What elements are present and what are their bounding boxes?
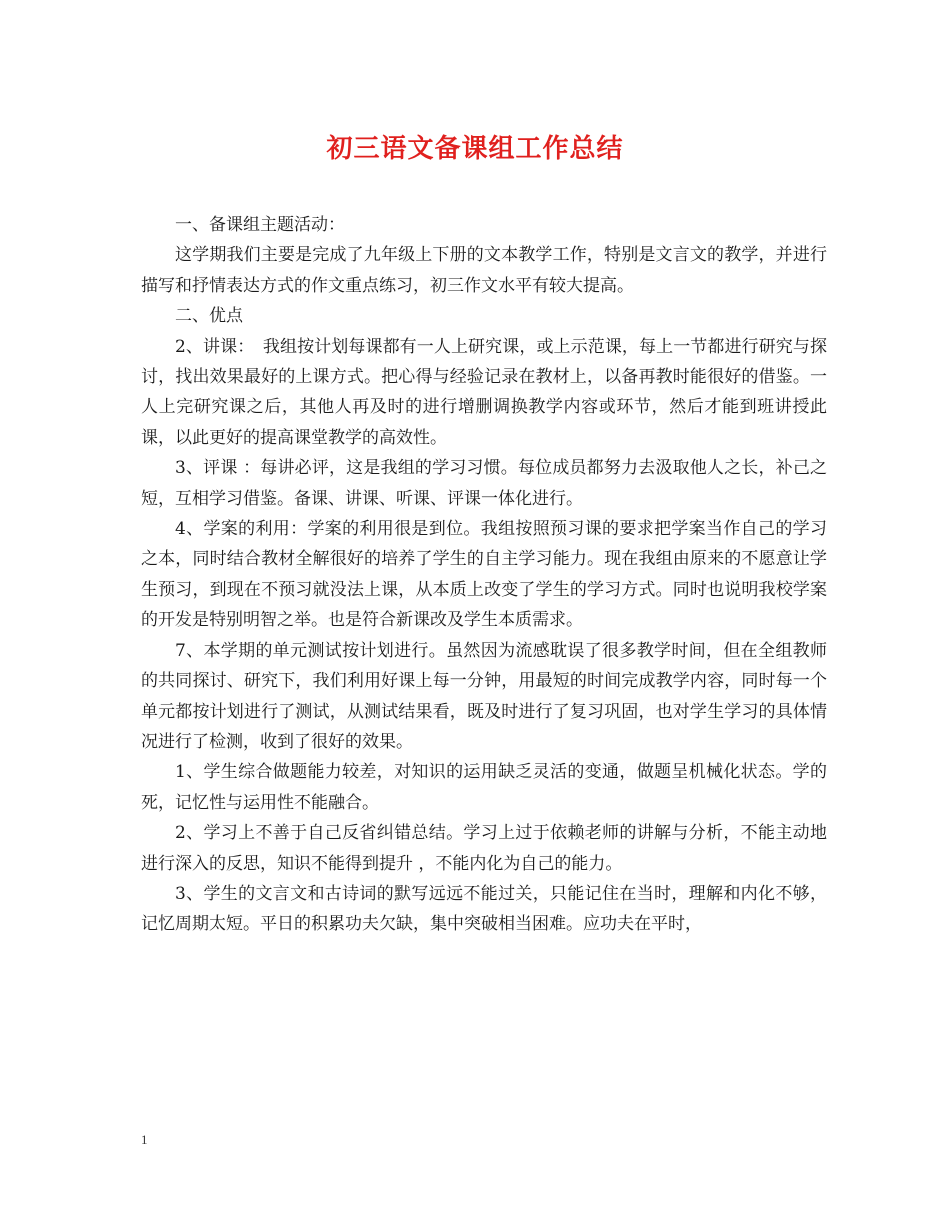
section-heading-strengths: 二、优点 bbox=[175, 306, 243, 327]
paragraph-problem-3: 3、学生的文言文和古诗词的默写远远不能过关，只能记住在当时，理解和内化不够，记忆周期太短。平日的积累功夫欠缺，集中突破相当困难。应功夫在平时， bbox=[141, 883, 827, 935]
paragraph-lecturing: 2、讲课： 我组按计划每课都有一人上研究课，或上示范课，每上一节都进行研究与探讨，找出效果最好的上课方式。把心得与经验记录在教材上，以备再教时能很好的借鉴。一人上完研究课之后，其他人再及时的进行增删调换教学内容或环节，然后才能到班讲授此课，以此更好的提高课堂教学的高效性。 bbox=[141, 336, 827, 448]
section-heading-activities: 一、备课组主题活动： bbox=[175, 215, 345, 235]
document-title: 初三语文备课组工作总结 bbox=[326, 134, 624, 164]
paragraph-study-plan: 4、学案的利用：学案的利用很是到位。我组按照预习课的要求把学案当作自己的学习之本，同时结合教材全解很好的培养了学生的自主学习能力。现在我组由原来的不愿意让学生预习，到现在不预习就没法上课，从本质上改变了学生的学习方式。同时也说明我校学案的开发是特别明智之举。也是符合新课改及学生本质需求。 bbox=[141, 519, 827, 631]
paragraph-problem-1: 1、学生综合做题能力较差，对知识的运用缺乏灵活的变通，做题呈机械化状态。学的死，记忆性与运用性不能融合。 bbox=[141, 762, 827, 813]
paragraph-unit-tests: 7、本学期的单元测试按计划进行。虽然因为流感耽误了很多教学时间，但在全组教师的共同探讨、研究下，我们利用好课上每一分钟，用最短的时间完成教学内容，同时每一个单元都按计划进行了测试，从测试结果看，既及时进行了复习巩固，也对学生学习的具体情况进行了检测，收到了很好的效果。 bbox=[141, 640, 827, 752]
paragraph-evaluation: 3、评课 ：每讲必评，这是我组的学习习惯。每位成员都努力去汲取他人之长，补己之短，互相学习借鉴。备课、讲课、听课、评课一体化进行。 bbox=[141, 458, 827, 509]
paragraph-semester-work: 这学期我们主要是完成了九年级上下册的文本教学工作，特别是文言文的教学，并进行描写和抒情表达方式的作文重点练习，初三作文水平有较大提高。 bbox=[141, 245, 827, 296]
document-body bbox=[141, 210, 827, 940]
paragraph-problem-2: 2、学习上不善于自己反省纠错总结。学习上过于依赖老师的讲解与分析，不能主动地进行深入的反思，知识不能得到提升 ，不能内化为自己的能力。 bbox=[141, 823, 827, 874]
page-number: 1 bbox=[141, 1132, 148, 1147]
